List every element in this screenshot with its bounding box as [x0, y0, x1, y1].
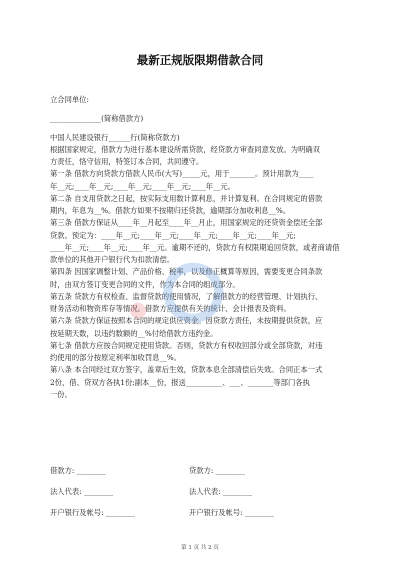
borrower-field: 借款方: ________	[50, 466, 106, 475]
body-line: 中国人民建设银行______行(简称贷款方)	[50, 132, 180, 142]
body-line: 款单位的其他开户银行代为扣款清偿。	[50, 255, 175, 264]
signature-row	[50, 508, 355, 518]
body-line: 方责任，恪守信用，特签订本合同，共同遵守。	[50, 157, 204, 166]
signature-row	[50, 487, 355, 497]
body-line: 财务活动和物资库存等情况。借款方应提供有关的统计、会计报表及资料。	[50, 304, 291, 313]
body-line: 第六条 贷款方保证按照本合同的规定供应资金。因贷款方责任，未按期提供贷款，应	[50, 316, 323, 326]
body-line: 第一条 借款方向贷款方借款人民币(大写)_____元，用于_______。预计用款为____	[50, 169, 314, 179]
body-line: 立合同单位:	[50, 95, 89, 104]
borrower-representative-field: 法人代表: ________	[50, 487, 114, 496]
body-line: ______________(简称借款方)	[50, 113, 144, 123]
body-line: 第八条 本合同经过双方签字，盖章后生效，贷款本息全部清偿后失效。合同正本一式	[50, 365, 323, 375]
borrower-bank-account-field: 开户银行及帐号: ________	[50, 508, 136, 517]
body-line: ____年__元;____年__元;____年__元。逾期不还的，贷款方有权限期追回贷款，或者商请借	[50, 242, 340, 252]
body-line: 2份，借、贷双方各执1份;副本__份，报送__________、___、_______等部门各执	[50, 377, 310, 387]
body-line: 时，由双方签订变更合同的文件，作为本合同的组成部分。	[50, 279, 240, 289]
body-line: 贷款。预定为：____年__元;____年__元;____年__元;____年__元;____年__元;	[50, 230, 296, 240]
lender-field: 贷款方: ________	[189, 466, 245, 475]
lender-representative-field: 法人代表: ________	[189, 487, 253, 496]
body-line: 第四条 因国家调整计划、产品价格、税率，以及修正概算等原因，需要变更合同条款	[50, 267, 323, 277]
body-line: 按延期天数，以违约数额的__%付给借款方违约金。	[50, 328, 218, 338]
body-line: 第三条 借款方保证从____年__月起至____年__月止，用国家规定的还贷资金偿还全部	[50, 218, 323, 228]
body-line: 年__元;____年__元;____年__元;____年__元;____年__元。	[50, 181, 235, 191]
signature-row	[50, 466, 355, 476]
body-line: 第七条 借款方应按合同规定使用贷款。否则，贷款方有权收回部分或全部贷款，对违	[50, 340, 323, 350]
body-line: 期内，年息为__%。借款方如果不按期归还贷款，逾期部分加收利息__%。	[50, 206, 291, 215]
body-line: 第五条 贷款方有权检查、监督贷款的使用情况，了解借款方的经营管理、计划执行、	[50, 291, 323, 301]
lender-bank-account-field: 开户银行及帐号: ________	[189, 508, 275, 517]
contract-body	[50, 94, 355, 401]
body-line: 约使用的部分按原定利率加收罚息__%。	[50, 353, 181, 362]
page-number: 第 1 页 共 2 页	[181, 545, 219, 551]
body-line: 第二条 自支用贷款之日起，按实际支用数计算利息，并计算复利。在合同规定的借款	[50, 193, 323, 203]
page-title: 最新正规版限期借款合同	[136, 53, 264, 67]
body-line: 一份。	[50, 389, 72, 399]
body-line: 根据国家规定，借款方为进行基本建设所需贷款，经贷款方审查同意发放。为明确双	[50, 144, 320, 154]
